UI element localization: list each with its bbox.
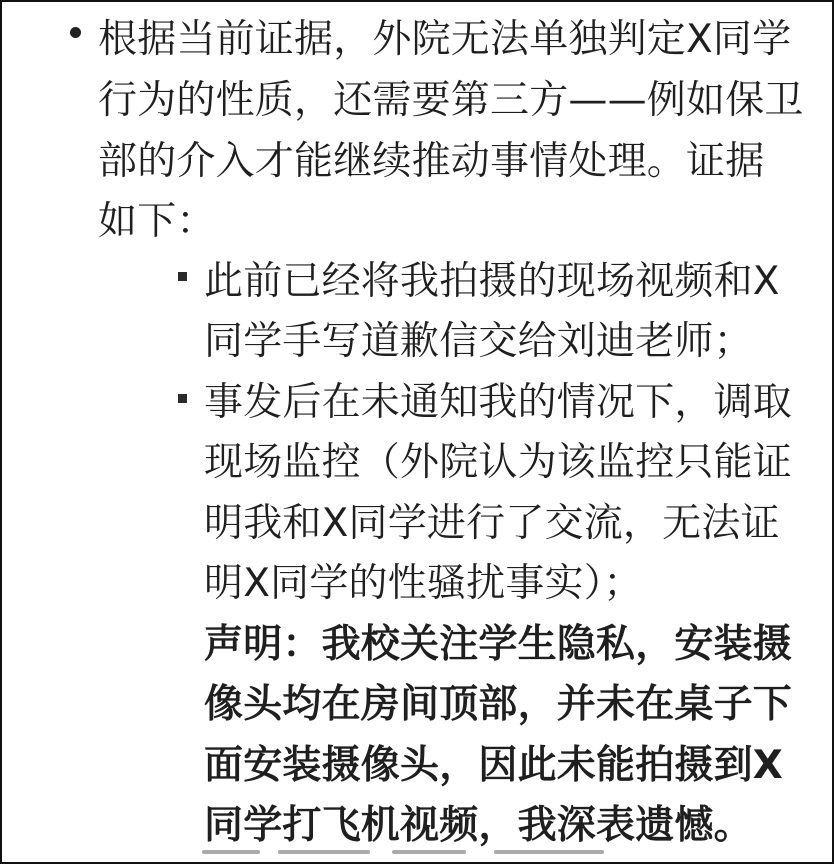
main-item-line-1: 根据当前证据，外院无法单独判定X同学 — [98, 17, 792, 62]
main-item-line-2: 行为的性质，还需要第三方——例如保卫 — [98, 78, 804, 123]
sub-item-1-line-1: 此前已经将我拍摄的现场视频和X — [204, 259, 780, 304]
sub-item-1-line-2: 同学手写道歉信交给刘迪老师； — [204, 319, 753, 364]
cutoff-text-fragment — [278, 850, 370, 854]
statement-line-4: 同学打飞机视频，我深表遗憾。 — [204, 803, 753, 848]
main-item-line-3: 部的介入才能继续推动事情处理。证据 — [98, 139, 765, 184]
statement-line-2: 像头均在房间顶部，并未在桌子下 — [204, 682, 793, 727]
statement-line-3: 面安装摄像头，因此未能拍摄到X — [204, 743, 784, 788]
sub-item-2-line-1: 事发后在未通知我的情况下，调取 — [204, 380, 793, 425]
cutoff-text-fragment — [494, 850, 604, 854]
bullet-square-icon — [178, 394, 187, 403]
bullet-dot-icon — [70, 27, 81, 38]
cutoff-text-fragment — [202, 850, 260, 854]
cutoff-text-fragment — [392, 850, 466, 854]
main-item-line-4: 如下： — [98, 199, 216, 244]
bullet-square-icon — [178, 272, 187, 281]
sub-item-2-line-2: 现场监控（外院认为该监控只能证 — [204, 440, 793, 485]
sub-item-2-line-3: 明我和X同学进行了交流，无法证 — [204, 501, 780, 546]
cut-off-next-line — [202, 850, 662, 864]
statement-line-1: 声明：我校关注学生隐私，安装摄 — [204, 622, 793, 667]
sub-item-2-line-4: 明X同学的性骚扰事实）； — [204, 561, 643, 606]
